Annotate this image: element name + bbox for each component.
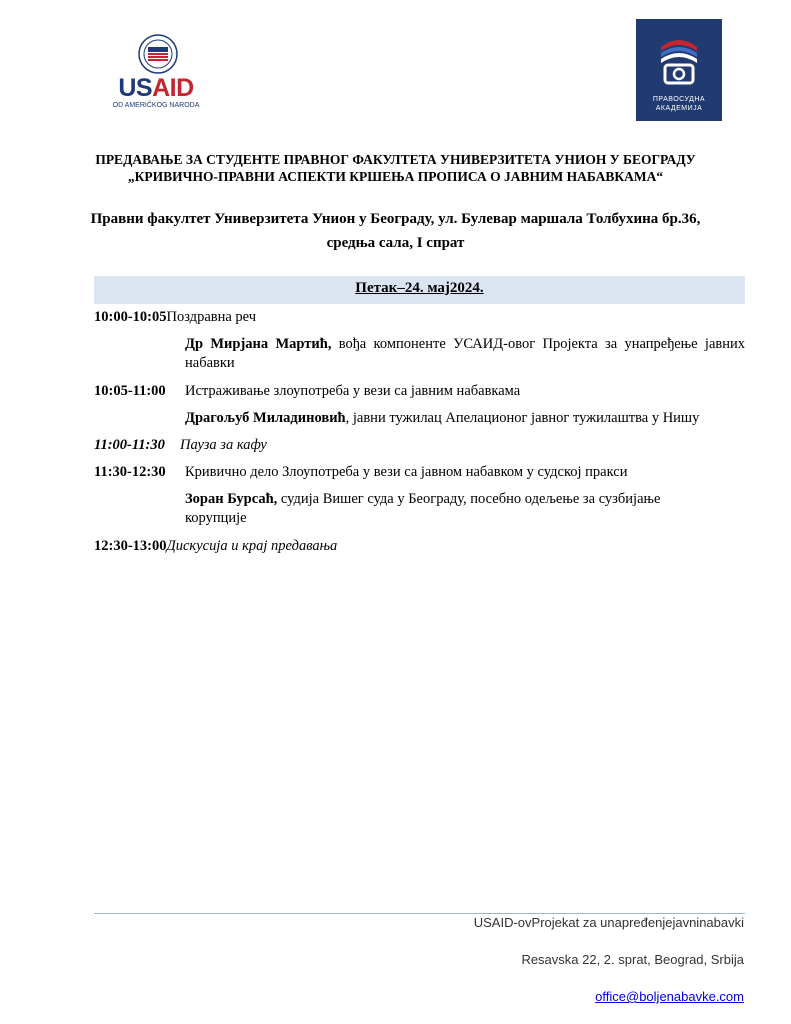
speaker-name: Зоран Бурсаћ, <box>185 491 278 507</box>
lecture-title-line2: „КРИВИЧНО-ПРАВНИ АСПЕКТИ КРШЕЊА ПРОПИСА О ЈАВНИМ НАБАВКАМА“ <box>127 169 664 184</box>
usaid-seal-icon <box>138 34 178 74</box>
footer-project-name: USAID-ovProjekat za unapređenjejavninabavki <box>473 915 744 930</box>
academy-name-line2: АКАДЕМИЈА <box>655 105 703 112</box>
footer-email-link[interactable]: office@boljenabavke.com <box>595 989 744 1004</box>
agenda-speaker <box>185 490 705 528</box>
speaker-role: вођа компоненте УСАИД-овог Пројекта за унапређење јавних набавки <box>185 336 745 371</box>
agenda-time: 10:00-10:05 <box>94 309 167 325</box>
agenda-title: Дискусија и крај предавања <box>166 538 338 554</box>
academy-emblem-icon <box>657 33 701 85</box>
agenda-time: 11:30-12:30 <box>94 464 166 480</box>
lecture-title-line1: ПРЕДАВАЊЕ ЗА СТУДЕНТЕ ПРАВНОГ ФАКУЛТЕТА УНИВЕРЗИТЕТА УНИОН У БЕОГРАДУ <box>95 152 696 167</box>
academy-name-line1: ПРАВОСУДНА <box>652 96 706 103</box>
agenda-title: Кривично дело Злоупотреба у вези са јавном набавком у судској пракси <box>185 464 628 480</box>
location-line2: средња сала, I спрат <box>326 235 465 251</box>
agenda-title: Пауза за кафу <box>180 437 267 453</box>
agenda-item <box>94 308 256 327</box>
agenda-speaker <box>185 335 745 373</box>
agenda-title: Истраживање злоупотреба у вези са јавним набавкама <box>185 383 521 399</box>
agenda-item <box>94 382 745 401</box>
speaker-role: , јавни тужилац Апелационог јавног тужилаштва у Нишу <box>345 410 700 426</box>
agenda-item <box>94 537 337 556</box>
speaker-name: Драгољуб Миладиновић <box>185 410 346 426</box>
usaid-wordmark: USAID <box>118 74 194 102</box>
speaker-name: Др Мирјана Мартић, <box>185 336 332 352</box>
event-date: Петак–24. мај2024. <box>355 280 484 296</box>
agenda-title: Поздравна реч <box>166 309 257 325</box>
usaid-logo <box>108 34 204 114</box>
agenda-item <box>94 436 745 455</box>
date-bar <box>94 276 745 304</box>
usaid-subtitle: OD AMERIČKOG NARODA <box>112 102 200 109</box>
agenda-speaker <box>185 409 745 428</box>
footer-divider <box>94 913 745 914</box>
agenda-time: 12:30-13:00 <box>94 538 167 554</box>
agenda-time: 10:05-11:00 <box>94 383 166 399</box>
location-line1: Правни факултет Универзитета Унион у Београду, ул. Булевар маршала Толбухина бр.36, <box>90 211 701 227</box>
agenda-time: 11:00-11:30 <box>94 437 165 453</box>
speaker-role: судија Вишег суда у Београду, посебно одељење за сузбијање корупције <box>185 491 661 526</box>
footer-address: Resavska 22, 2. sprat, Beograd, Srbija <box>521 952 744 967</box>
judicial-academy-logo <box>636 19 722 121</box>
agenda-item <box>94 463 745 482</box>
